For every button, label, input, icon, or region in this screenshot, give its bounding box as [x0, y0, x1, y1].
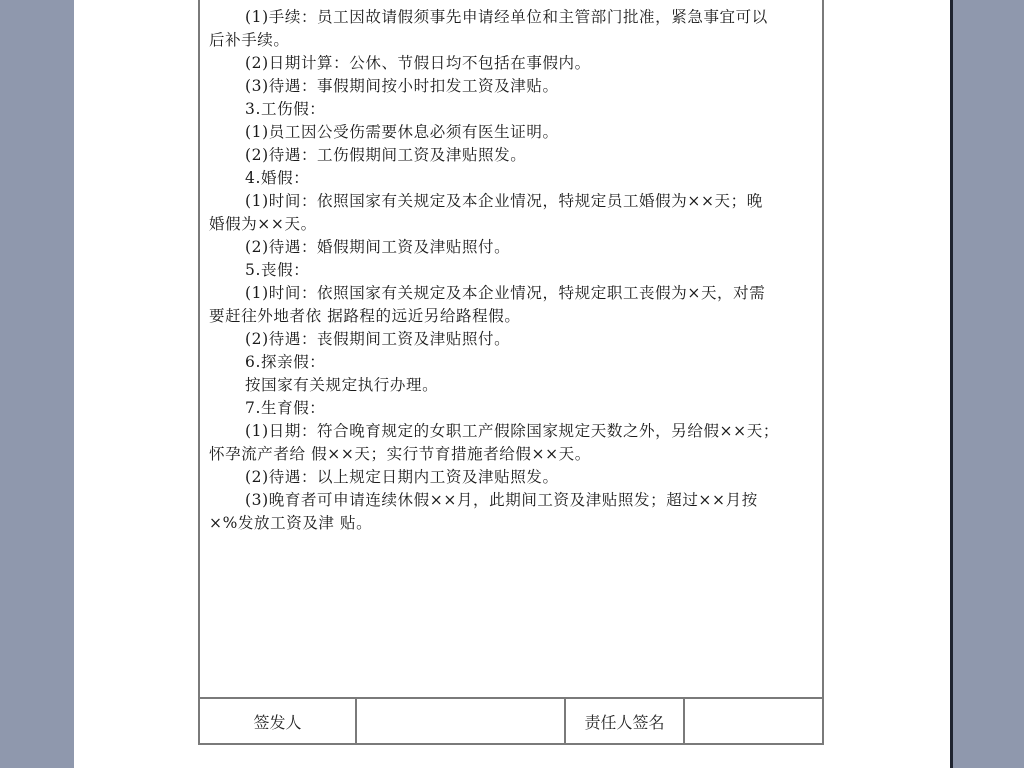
- text-line: (1)日期：符合晚育规定的女职工产假除国家规定天数之外，另给假××天；: [245, 422, 779, 440]
- responsible-signature-field[interactable]: [685, 699, 822, 743]
- section-heading-bereavement: 5.丧假：: [245, 261, 310, 279]
- text-line: (1)手续：员工因故请假须事先申请经单位和主管部门批准，紧急事宜可以: [245, 8, 768, 26]
- text-line: 怀孕流产者给 假××天；实行节育措施者给假××天。: [209, 445, 591, 463]
- document-page: [74, 0, 953, 768]
- text-line: (2)待遇：丧假期间工资及津贴照付。: [245, 330, 511, 348]
- leave-policy-text: [209, 6, 817, 535]
- issuer-label: 签发人: [200, 699, 357, 743]
- text-line: 后补手续。: [209, 31, 290, 49]
- text-line: (3)晚育者可申请连续休假××月，此期间工资及津贴照发；超过××月按: [245, 491, 758, 509]
- text-line: (1)时间：依照国家有关规定及本企业情况，特规定职工丧假为×天，对需: [245, 284, 766, 302]
- signature-row: [200, 699, 822, 743]
- form-table: [198, 0, 824, 745]
- responsible-signature-label: 责任人签名: [566, 699, 685, 743]
- issuer-signature-field[interactable]: [357, 699, 566, 743]
- text-line: 按国家有关规定执行办理。: [245, 376, 439, 394]
- text-line: (2)日期计算：公休、节假日均不包括在事假内。: [245, 54, 591, 72]
- text-line: (2)待遇：工伤假期间工资及津贴照发。: [245, 146, 527, 164]
- text-line: (2)待遇：以上规定日期内工资及津贴照发。: [245, 468, 559, 486]
- section-heading-work-injury: 3.工伤假：: [245, 100, 326, 118]
- text-line: (1)员工因公受伤需要休息必须有医生证明。: [245, 123, 559, 141]
- text-line: 要赶往外地者依 据路程的远近另给路程假。: [209, 307, 521, 325]
- section-heading-family-visit: 6.探亲假：: [245, 353, 326, 371]
- text-line: ×%发放工资及津 贴。: [209, 514, 373, 532]
- text-line: (2)待遇：婚假期间工资及津贴照付。: [245, 238, 511, 256]
- text-line: (3)待遇：事假期间按小时扣发工资及津贴。: [245, 77, 559, 95]
- text-line: 婚假为××天。: [209, 215, 317, 233]
- section-heading-marriage: 4.婚假：: [245, 169, 310, 187]
- text-line: (1)时间：依照国家有关规定及本企业情况，特规定员工婚假为××天；晚: [245, 192, 763, 210]
- section-heading-maternity: 7.生育假：: [245, 399, 326, 417]
- content-cell: [200, 0, 822, 699]
